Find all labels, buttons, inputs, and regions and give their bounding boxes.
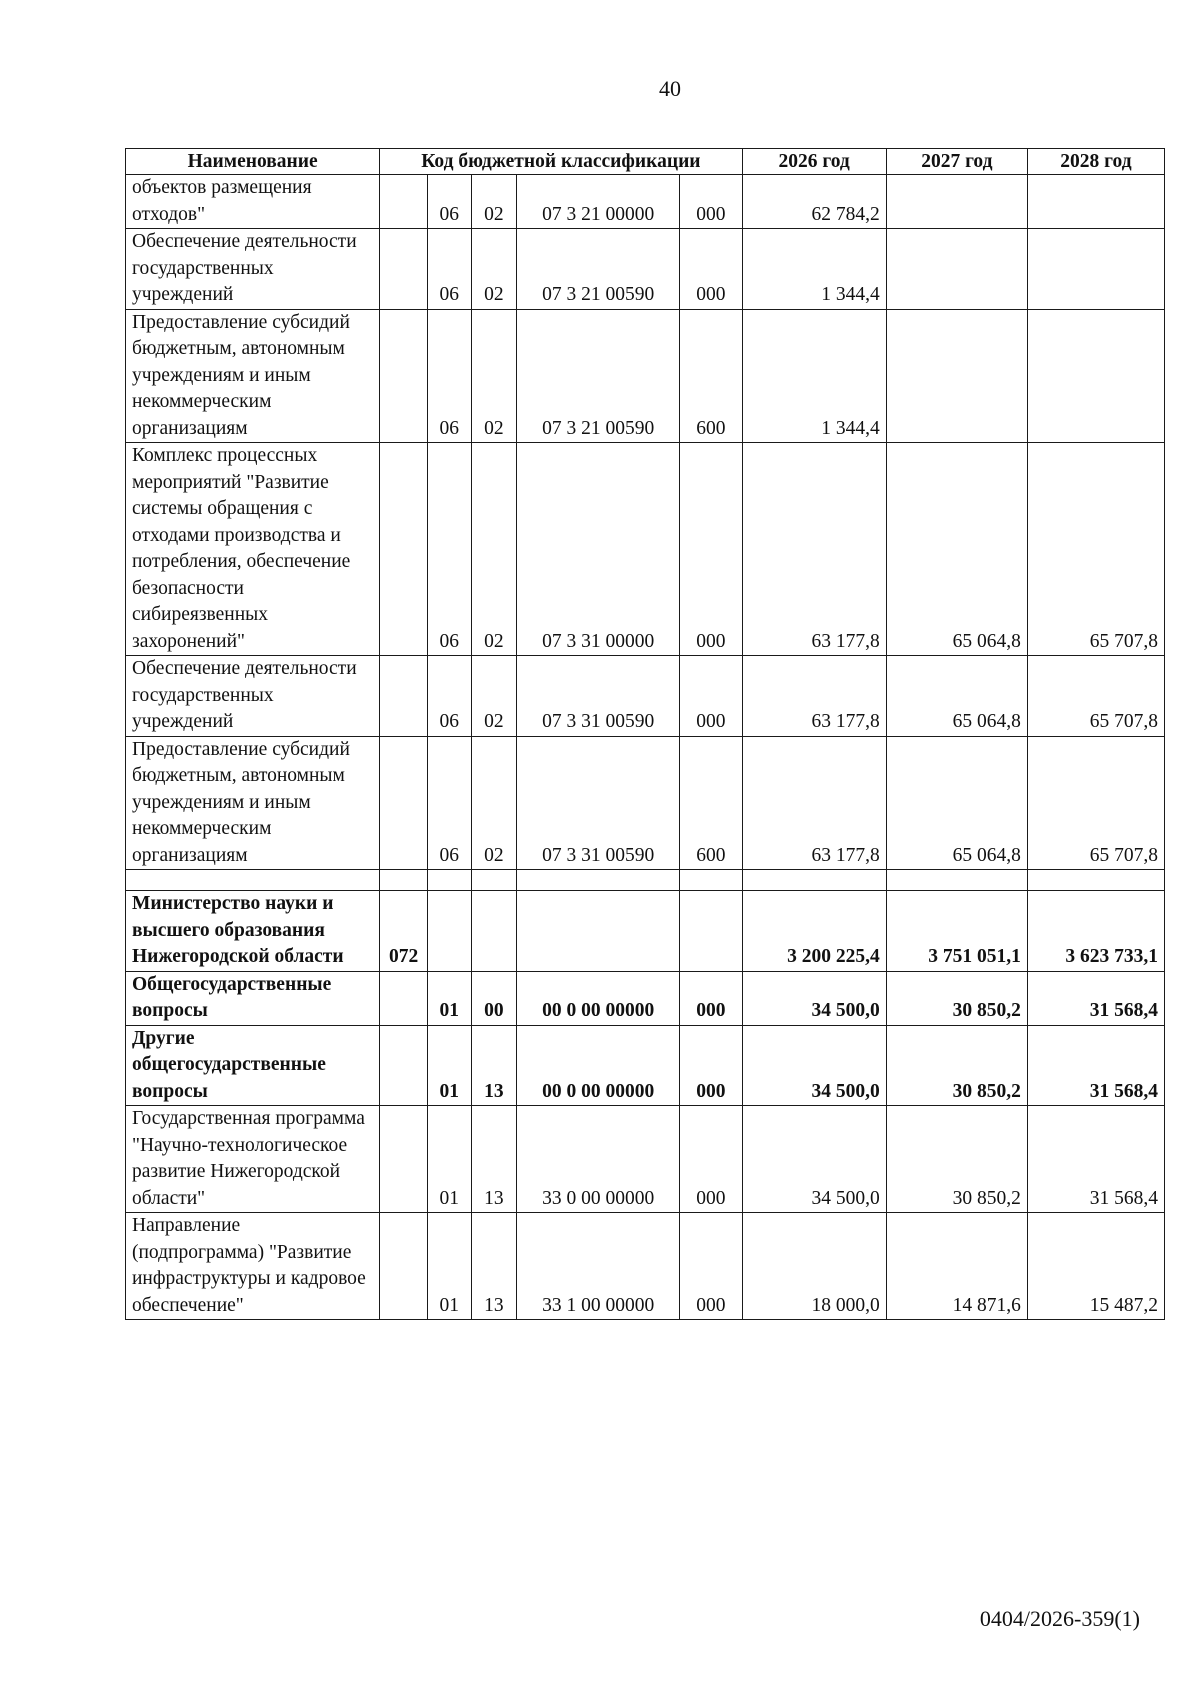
cell-name: Государственная программа "Научно-технологическое развитие Нижегородской области" <box>126 1106 380 1213</box>
cell-ministry-code <box>380 1025 428 1106</box>
cell-target-article <box>517 870 680 891</box>
cell-2026: 34 500,0 <box>742 1106 886 1213</box>
cell-subsection <box>471 891 517 972</box>
cell-2026: 18 000,0 <box>742 1213 886 1320</box>
cell-2026: 1 344,4 <box>742 309 886 443</box>
cell-expense-type: 600 <box>680 309 742 443</box>
cell-expense-type: 000 <box>680 175 742 229</box>
table-header-row <box>126 149 1165 175</box>
cell-name: Предоставление субсидий бюджетным, автономным учреждениям и иным некоммерческим организациям <box>126 736 380 870</box>
table-row <box>126 1025 1165 1106</box>
cell-expense-type <box>680 870 742 891</box>
cell-target-article: 07 3 21 00590 <box>517 229 680 310</box>
cell-subsection: 02 <box>471 443 517 656</box>
cell-name: Обеспечение деятельности государственных учреждений <box>126 656 380 737</box>
cell-2028 <box>1027 175 1164 229</box>
cell-2028: 65 707,8 <box>1027 443 1164 656</box>
cell-ministry-code <box>380 229 428 310</box>
cell-name: Министерство науки и высшего образования Нижегородской области <box>126 891 380 972</box>
cell-2028: 65 707,8 <box>1027 736 1164 870</box>
table-row <box>126 309 1165 443</box>
cell-section: 01 <box>428 1213 472 1320</box>
cell-2026: 63 177,8 <box>742 443 886 656</box>
table-row <box>126 656 1165 737</box>
cell-subsection: 02 <box>471 309 517 443</box>
cell-target-article <box>517 891 680 972</box>
cell-expense-type <box>680 891 742 972</box>
cell-2026: 3 200 225,4 <box>742 891 886 972</box>
table-row <box>126 443 1165 656</box>
cell-2028: 65 707,8 <box>1027 656 1164 737</box>
cell-target-article: 07 3 31 00590 <box>517 656 680 737</box>
cell-target-article: 33 1 00 00000 <box>517 1213 680 1320</box>
table-row <box>126 175 1165 229</box>
budget-table <box>125 148 1165 1320</box>
cell-2028 <box>1027 870 1164 891</box>
cell-2028 <box>1027 229 1164 310</box>
cell-2026: 62 784,2 <box>742 175 886 229</box>
table-row <box>126 1213 1165 1320</box>
cell-target-article: 07 3 31 00590 <box>517 736 680 870</box>
cell-ministry-code <box>380 1213 428 1320</box>
header-2026: 2026 год <box>742 149 886 175</box>
cell-name: Комплекс процессных мероприятий "Развитие системы обращения с отходами производства и потребления, обеспечение безопасности сибиреязвенных захоронений" <box>126 443 380 656</box>
cell-2027: 30 850,2 <box>886 971 1027 1025</box>
page-number: 40 <box>659 76 681 101</box>
cell-target-article: 33 0 00 00000 <box>517 1106 680 1213</box>
cell-name: Обеспечение деятельности государственных учреждений <box>126 229 380 310</box>
cell-ministry-code <box>380 656 428 737</box>
table-row <box>126 971 1165 1025</box>
cell-ministry-code <box>380 736 428 870</box>
cell-section: 01 <box>428 1025 472 1106</box>
cell-2027: 14 871,6 <box>886 1213 1027 1320</box>
cell-ministry-code <box>380 971 428 1025</box>
header-code: Код бюджетной классификации <box>380 149 742 175</box>
header-2027: 2027 год <box>886 149 1027 175</box>
header-name: Наименование <box>126 149 380 175</box>
cell-ministry-code <box>380 870 428 891</box>
cell-2027: 65 064,8 <box>886 736 1027 870</box>
cell-ministry-code <box>380 175 428 229</box>
cell-section: 01 <box>428 971 472 1025</box>
cell-subsection: 02 <box>471 229 517 310</box>
cell-target-article: 00 0 00 00000 <box>517 1025 680 1106</box>
cell-section: 01 <box>428 1106 472 1213</box>
cell-2028 <box>1027 309 1164 443</box>
cell-ministry-code <box>380 1106 428 1213</box>
cell-expense-type: 000 <box>680 1213 742 1320</box>
document-code: 0404/2026-359(1) <box>979 1606 1140 1631</box>
cell-expense-type: 000 <box>680 1106 742 1213</box>
cell-2027: 3 751 051,1 <box>886 891 1027 972</box>
cell-target-article: 07 3 31 00000 <box>517 443 680 656</box>
cell-name: Общегосударственные вопросы <box>126 971 380 1025</box>
cell-name: объектов размещения отходов" <box>126 175 380 229</box>
cell-name: Направление (подпрограмма) "Развитие инфраструктуры и кадровое обеспечение" <box>126 1213 380 1320</box>
cell-expense-type: 600 <box>680 736 742 870</box>
table-body <box>126 175 1165 1320</box>
cell-2026: 63 177,8 <box>742 736 886 870</box>
cell-subsection: 02 <box>471 175 517 229</box>
cell-2027: 65 064,8 <box>886 443 1027 656</box>
cell-subsection: 02 <box>471 736 517 870</box>
cell-2026: 63 177,8 <box>742 656 886 737</box>
cell-2027: 65 064,8 <box>886 656 1027 737</box>
cell-2028: 31 568,4 <box>1027 971 1164 1025</box>
cell-2027 <box>886 309 1027 443</box>
cell-2028: 31 568,4 <box>1027 1106 1164 1213</box>
cell-ministry-code: 072 <box>380 891 428 972</box>
cell-2026: 34 500,0 <box>742 971 886 1025</box>
cell-section: 06 <box>428 736 472 870</box>
cell-section <box>428 891 472 972</box>
cell-section: 06 <box>428 443 472 656</box>
cell-target-article: 07 3 21 00590 <box>517 309 680 443</box>
table-row <box>126 1106 1165 1213</box>
cell-2028: 3 623 733,1 <box>1027 891 1164 972</box>
cell-subsection: 13 <box>471 1025 517 1106</box>
cell-expense-type: 000 <box>680 656 742 737</box>
cell-2028: 31 568,4 <box>1027 1025 1164 1106</box>
cell-subsection: 13 <box>471 1106 517 1213</box>
cell-subsection: 13 <box>471 1213 517 1320</box>
cell-section: 06 <box>428 175 472 229</box>
cell-subsection: 00 <box>471 971 517 1025</box>
table-row <box>126 736 1165 870</box>
cell-2027 <box>886 870 1027 891</box>
cell-name: Предоставление субсидий бюджетным, автономным учреждениям и иным некоммерческим организациям <box>126 309 380 443</box>
spacer-row <box>126 870 1165 891</box>
cell-2026: 34 500,0 <box>742 1025 886 1106</box>
cell-target-article: 00 0 00 00000 <box>517 971 680 1025</box>
cell-2026: 1 344,4 <box>742 229 886 310</box>
cell-2027: 30 850,2 <box>886 1025 1027 1106</box>
cell-section: 06 <box>428 656 472 737</box>
cell-2027 <box>886 175 1027 229</box>
table-row <box>126 891 1165 972</box>
cell-subsection <box>471 870 517 891</box>
cell-name <box>126 870 380 891</box>
cell-expense-type: 000 <box>680 229 742 310</box>
cell-ministry-code <box>380 443 428 656</box>
cell-2026 <box>742 870 886 891</box>
cell-section: 06 <box>428 309 472 443</box>
cell-name: Другие общегосударственные вопросы <box>126 1025 380 1106</box>
cell-section <box>428 870 472 891</box>
cell-2027 <box>886 229 1027 310</box>
cell-expense-type: 000 <box>680 1025 742 1106</box>
cell-expense-type: 000 <box>680 971 742 1025</box>
cell-ministry-code <box>380 309 428 443</box>
header-2028: 2028 год <box>1027 149 1164 175</box>
cell-subsection: 02 <box>471 656 517 737</box>
cell-expense-type: 000 <box>680 443 742 656</box>
cell-target-article: 07 3 21 00000 <box>517 175 680 229</box>
cell-2027: 30 850,2 <box>886 1106 1027 1213</box>
cell-section: 06 <box>428 229 472 310</box>
table-row <box>126 229 1165 310</box>
cell-2028: 15 487,2 <box>1027 1213 1164 1320</box>
